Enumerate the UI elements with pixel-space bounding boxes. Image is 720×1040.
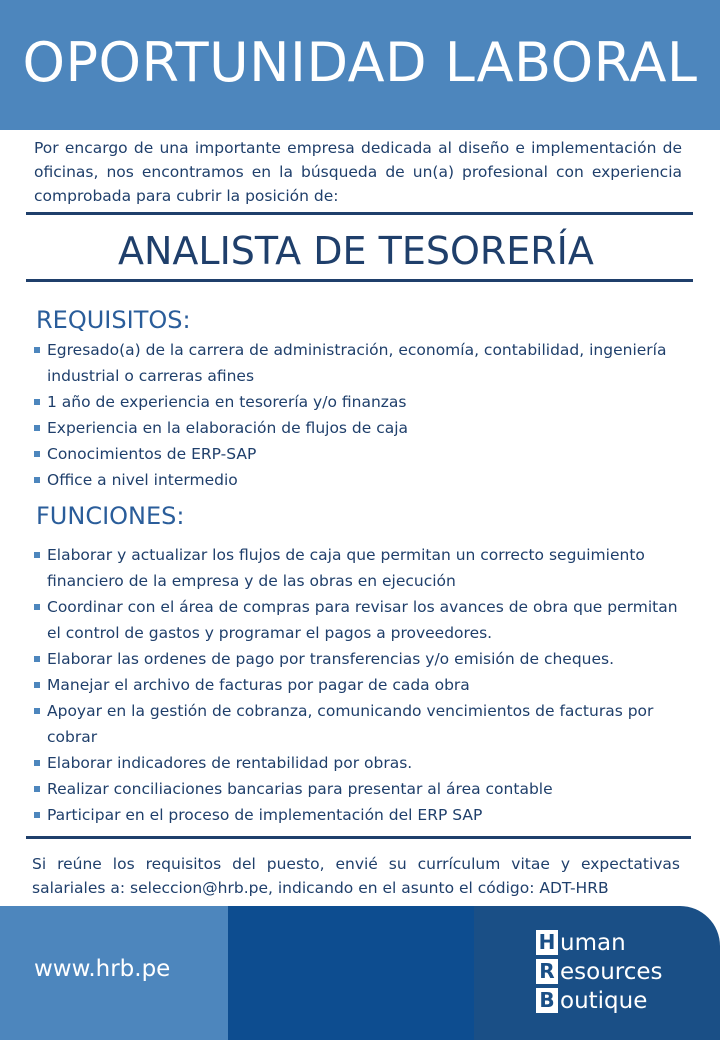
requirements-list (34, 337, 684, 493)
page-title: OPORTUNIDAD LABORAL (22, 31, 698, 94)
brand-letter: R (536, 959, 558, 984)
divider (26, 836, 691, 839)
footer (0, 906, 720, 1040)
brand-row (536, 957, 663, 986)
list-item: Coordinar con el área de compras para revisar los avances de obra que permitan el control de gastos y programar el pagos a proveedores. (34, 594, 684, 646)
brand-word: uman (560, 929, 626, 956)
functions-list (34, 542, 684, 828)
list-item: 1 año de experiencia en tesorería y/o finanzas (34, 389, 684, 415)
brand-word: esources (560, 958, 663, 985)
closing-paragraph: Si reúne los requisitos del puesto, envié su currículum vitae y expectativas salariales a: seleccion@hrb.pe, indicando en el asunto el código: ADT-HRB (32, 855, 680, 897)
position-title: ANALISTA DE TESORERÍA (118, 229, 594, 273)
requirements-title: REQUISITOS: (36, 306, 191, 334)
list-item: Experiencia en la elaboración de flujos de caja (34, 415, 684, 441)
brand-row (536, 986, 663, 1015)
functions-title: FUNCIONES: (36, 502, 185, 530)
list-item: Elaborar indicadores de rentabilidad por obras. (34, 750, 684, 776)
brand-letter: B (536, 988, 558, 1013)
divider (26, 279, 693, 282)
list-item: Realizar conciliaciones bancarias para presentar al área contable (34, 776, 684, 802)
brand-row (536, 928, 663, 957)
footer-segment (228, 906, 474, 1040)
list-item: Manejar el archivo de facturas por pagar de cada obra (34, 672, 684, 698)
list-item: Participar en el proceso de implementación del ERP SAP (34, 802, 684, 828)
list-item: Conocimientos de ERP-SAP (34, 441, 684, 467)
brand-logo (536, 928, 663, 1015)
list-item: Office a nivel intermedio (34, 467, 684, 493)
website-link[interactable]: www.hrb.pe (34, 956, 171, 982)
header-banner (0, 0, 720, 130)
divider (26, 212, 693, 215)
intro-paragraph: Por encargo de una importante empresa dedicada al diseño e implementación de oficinas, nos encontramos en la búsqueda de un(a) profesional con experiencia comprobada para cubrir la posición de: (34, 139, 682, 205)
list-item: Apoyar en la gestión de cobranza, comunicando vencimientos de facturas por cobrar (34, 698, 684, 750)
list-item: Elaborar las ordenes de pago por transferencias y/o emisión de cheques. (34, 646, 684, 672)
brand-letter: H (536, 930, 558, 955)
brand-word: outique (560, 987, 648, 1014)
list-item: Elaborar y actualizar los flujos de caja que permitan un correcto seguimiento financiero de la empresa y de las obras en ejecución (34, 542, 684, 594)
list-item: Egresado(a) de la carrera de administración, economía, contabilidad, ingeniería industrial o carreras afines (34, 337, 684, 389)
